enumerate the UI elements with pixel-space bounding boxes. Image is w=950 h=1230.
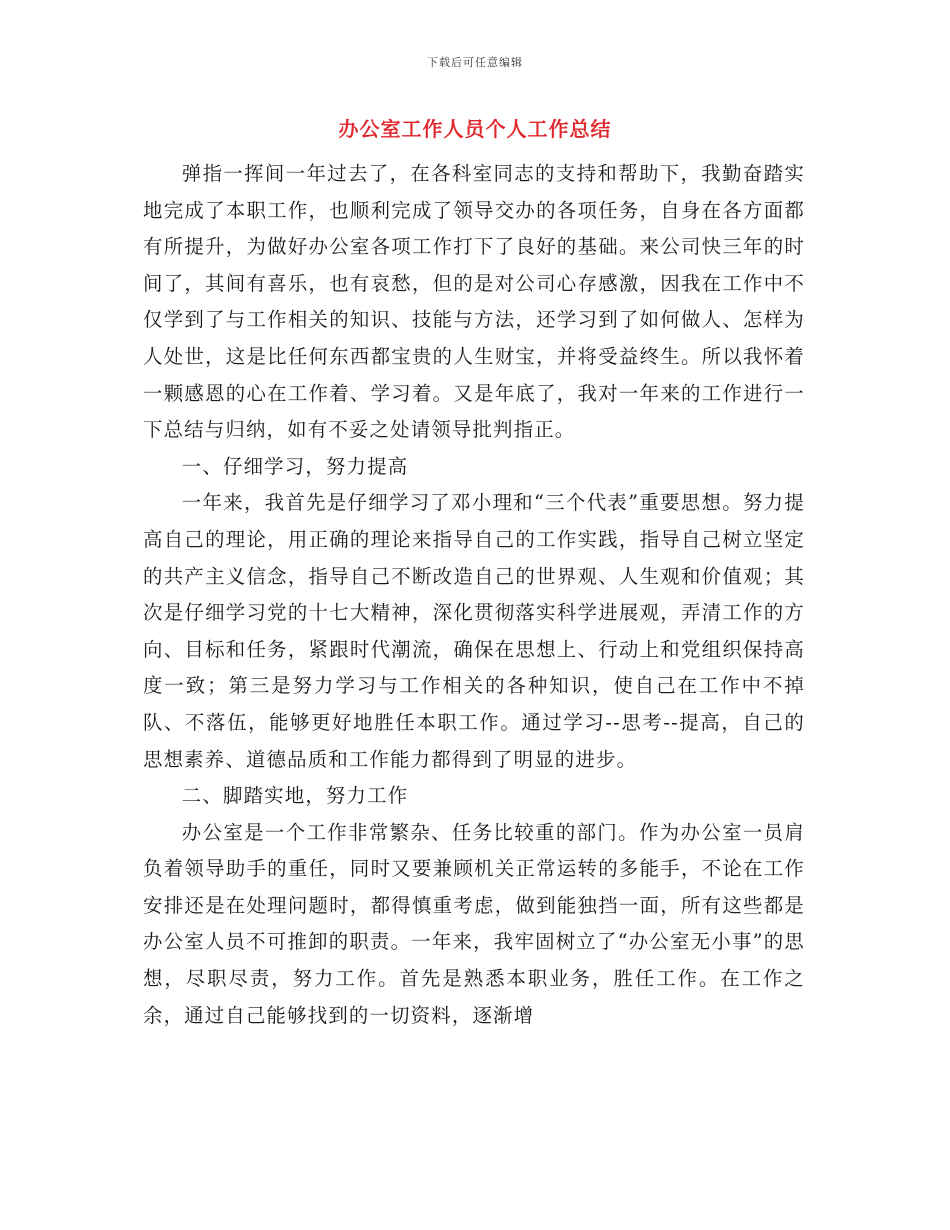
section-heading-2: 二、脚踏实地，努力工作 [181,784,409,808]
intro-paragraph: 弹指一挥间一年过去了，在各科室同志的支持和帮助下，我勤奋踏实地完成了本职工作，也顺利完成了领导交办的各项任务，自身在各方面都有所提升，为做好办公室各项工作打下了良好的基础。来公司快三年的时间了，其间有喜乐，也有哀愁，但的是对公司心存感激，因我在工作中不仅学到了与工作相关的知识、技能与方法，还学习到了如何做人、怎样为人处世，这是比任何东西都宝贵的人生财宝，并将受益终生。所以我怀着一颗感恩的心在工作着、学习着。又是年底了，我对一年来的工作进行一下总结与归纳，如有不妥之处请领导批判指正。 [143,162,805,442]
section-heading-1: 一、仔细学习，努力提高 [181,454,409,478]
header-note: 下载后可任意编辑 [427,56,523,69]
document-body [143,156,805,1034]
section-1-paragraph: 一年来，我首先是仔细学习了邓小理和“三个代表”重要思想。努力提高自己的理论，用正确的理论来指导自己的工作实践，指导自己树立坚定的共产主义信念，指导自己不断改造自己的世界观、人生观和价值观；其次是仔细学习党的十七大精神，深化贯彻落实科学进展观，弄清工作的方向、目标和任务，紧跟时代潮流，确保在思想上、行动上和党组织保持高度一致；第三是努力学习与工作相关的各种知识，使自己在工作中不掉队、不落伍，能够更好地胜任本职工作。通过学习--思考--提高，自己的思想素养、道德品质和工作能力都得到了明显的进步。 [143,491,805,771]
document-title: 办公室工作人员个人工作总结 [338,117,612,141]
section-2-paragraph: 办公室是一个工作非常繁杂、任务比较重的部门。作为办公室一员肩负着领导助手的重任，同时又要兼顾机关正常运转的多能手，不论在工作安排还是在处理问题时，都得慎重考虑，做到能独挡一面，所有这些都是办公室人员不可推卸的职责。一年来，我牢固树立了“办公室无小事”的思想，尽职尽责，努力工作。首先是熟悉本职业务，胜任工作。在工作之余，通过自己能够找到的一切资料，逐渐增 [143,820,805,1027]
